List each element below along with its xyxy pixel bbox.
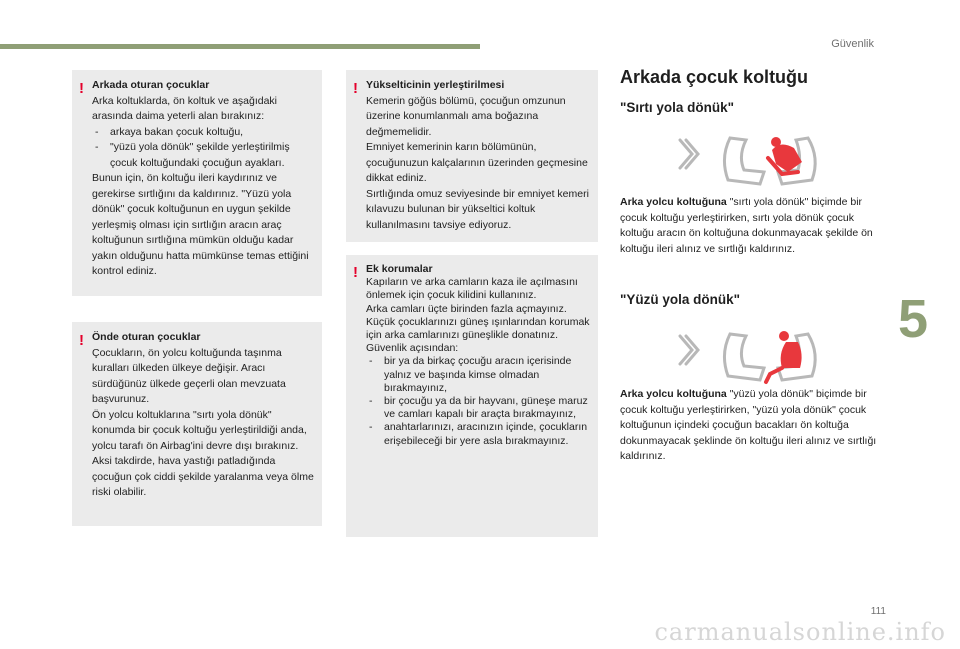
bullet-list — [92, 125, 314, 172]
forward-facing-text — [620, 387, 882, 465]
forward-facing-heading: "Yüzü yola dönük" — [620, 292, 741, 307]
box-text: Arka koltuklarda, ön koltuk ve aşağıdaki arasında daima yeterli alan bırakınız: — [92, 94, 278, 122]
lead-text: Arka yolcu koltuğuna — [620, 388, 727, 400]
list-item: - "yüzü yola dönük" şekilde yerleştirilmiş çocuk koltuğundaki çocuğun ayakları. — [92, 140, 314, 171]
rear-child-seat-section — [620, 0, 882, 649]
list-item: - bir çocuğu ya da bir hayvanı, güneşe maruz ve camları kapalı bir araçta bırakmayınız, — [366, 395, 590, 421]
box-text: Sırtlığında omuz seviyesinde bir emniyet kemeri kılavuzu bulunan bir yükseltici koltuk kullanılmasını tavsiye ediyoruz. — [366, 187, 589, 231]
section-label: Güvenlik — [831, 38, 874, 50]
body-text: "yüzü yola dönük" biçimde bir çocuk koltuğu yerleştirirken, "yüzü yola dönük" çocuk koltuğunun içindeki çocuğun bacakları ön koltuğa dokunmayacak şeklinde ön koltuğu ileri alınız ve sırtlığı kaldırınız. — [620, 388, 877, 462]
warning-icon: ! — [79, 332, 84, 349]
box-title: Önde oturan çocuklar — [92, 331, 201, 343]
warning-box-extra-protection — [346, 255, 598, 537]
header-accent-bar — [0, 44, 480, 49]
box-title: Arkada oturan çocuklar — [92, 79, 210, 91]
list-item: - arkaya bakan çocuk koltuğu, — [92, 125, 314, 141]
warning-box-booster — [346, 70, 598, 242]
box-title: Yükselticinin yerleştirilmesi — [366, 79, 505, 91]
warning-box-front-children — [72, 322, 322, 526]
watermark: carmanualsonline.info — [654, 618, 946, 646]
list-item: - bir ya da birkaç çocuğu aracın içerisinde yalnız ve başında kimse olmadan bırakmayınız, — [366, 355, 590, 395]
box-text: Küçük çocuklarınızı güneş ışınlarından korumak için arka camlarınızı güneşlikle donatınız. — [366, 315, 590, 342]
box-title: Ek korumalar — [366, 263, 433, 275]
section-title: Arkada çocuk koltuğu — [620, 67, 809, 87]
chapter-number: 5 — [897, 289, 928, 349]
rear-facing-seat-illustration — [672, 128, 822, 190]
box-text: Arka camları üçte birinden fazla açmayınız. — [366, 302, 567, 315]
list-item: - anahtarlarınızı, aracınızın içinde, çocukların erişebileceği bir yere asla bırakmayınız. — [366, 421, 590, 447]
box-text: Güvenlik açısından: — [366, 342, 459, 355]
forward-facing-seat-illustration — [672, 324, 822, 386]
box-text: Kemerin göğüs bölümü, çocuğun omzunun üzerine konumlanmalı ama boğazına değmemelidir. — [366, 94, 566, 138]
box-text: Çocukların, ön yolcu koltuğunda taşınma kuralları ülkeden ülkeye değişir. Aracı sürdüğünüz ülkede geçerli olan mevzuata başvurunuz. — [92, 346, 286, 405]
body-text: "sırtı yola dönük" biçimde bir çocuk koltuğu yerleştirirken, sırtı yola dönük çocuk koltuğu aracın ön koltuğuna dokunmayacak şekilde ön koltuğu ileri alınız ve sırtlığı kaldırınız. — [620, 196, 873, 255]
box-text: Aksi takdirde, hava yastığı patladığında çocuğun çok ciddi şekilde yaralanma veya ölme riski olabilir. — [92, 455, 314, 498]
box-text: Ön yolcu koltuklarına "sırtı yola dönük" konumda bir çocuk koltuğu yerleştirildiği anda, yolcu tarafı ön Airbag'ini devre dışı bırakınız. — [92, 408, 307, 452]
box-text: Bunun için, ön koltuğu ileri kaydırınız ve gerekirse sırtlığını da kaldırınız. "Yüzü yola dönük" çocuk koltuğunun en uygun şekilde yerleşmiş olması için sırtlığın aracın araç koltuğunun sırtlığına mümkün olduğu kadar yakın olduğunu hatta mümkünse temas ettiğini kontrol ediniz. — [92, 172, 309, 277]
bullet-list — [366, 355, 590, 447]
lead-text: Arka yolcu koltuğuna — [620, 196, 727, 208]
warning-icon: ! — [353, 264, 358, 281]
rear-facing-text — [620, 195, 882, 257]
box-text: Kapıların ve arka camların kaza ile açılmasını önlemek için çocuk kilidini kullanınız. — [366, 276, 578, 302]
box-text: Emniyet kemerinin karın bölümünün, çocuğunuzun kalçalarının üzerinden geçmesine dikkat ediniz. — [366, 141, 588, 184]
rear-facing-heading: "Sırtı yola dönük" — [620, 100, 735, 115]
warning-icon: ! — [79, 80, 84, 97]
warning-icon: ! — [353, 80, 358, 97]
page-number: 111 — [870, 606, 886, 617]
warning-box-rear-children — [72, 70, 322, 296]
